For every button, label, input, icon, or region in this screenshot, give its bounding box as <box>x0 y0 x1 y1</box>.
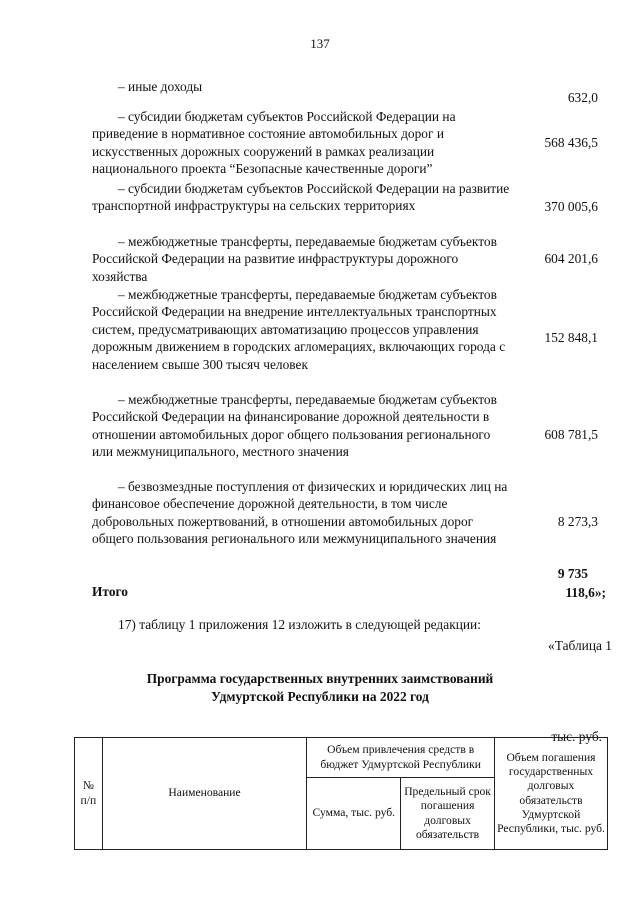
item-text: – межбюджетные трансферты, передаваемые бюджетам субъектов Российской Федерации на финансирование дорожной деятельности в отношении автомобильных дорог общего пользования регионального или межмуниципального, местного значения <box>92 392 497 460</box>
program-title-line2: Удмуртской Республики на 2022 год <box>211 689 429 704</box>
program-title-line1: Программа государственных внутренних заимствований <box>146 671 494 686</box>
amendment-paragraph: 17) таблицу 1 приложения 12 изложить в следующей редакции: <box>118 617 481 632</box>
item-row <box>92 286 598 392</box>
item-row <box>92 180 598 234</box>
total-label: Итого <box>92 584 128 599</box>
item-value: 608 781,5 <box>544 427 598 442</box>
header-repayment: Объем погашения государственных долговых обязательств Удмуртской Республики, тыс. руб. <box>494 738 607 850</box>
item-row <box>92 391 598 479</box>
item-text: – субсидии бюджетам субъектов Российской Федерации на приведение в нормативное состояние автомобильных дорог и искусственных дорожных сооружений в рамках реализации национального проекта “Безопасные качественные дороги” <box>92 109 456 177</box>
item-value: 8 273,3 <box>557 514 598 529</box>
item-row <box>92 478 598 566</box>
unit-label: тыс. руб. <box>551 729 602 744</box>
header-term: Предельный срок погашения долговых обязательств <box>401 778 495 850</box>
item-row <box>92 233 598 287</box>
item-value: 632,0 <box>567 90 598 105</box>
item-value: 604 201,6 <box>544 251 598 266</box>
item-row <box>92 108 598 180</box>
item-value: 152 848,1 <box>544 330 598 345</box>
header-name: Наименование <box>102 738 307 850</box>
page-number: 137 <box>310 36 330 51</box>
item-value: 370 005,6 <box>544 199 598 214</box>
item-row <box>92 78 598 108</box>
item-text: – иные доходы <box>118 79 203 94</box>
borrowing-program-table <box>74 737 608 850</box>
table-reference: «Таблица 1 <box>548 638 612 653</box>
total-value: 9 735 118,6»; <box>557 566 606 600</box>
header-sum: Сумма, тыс. руб. <box>307 778 401 850</box>
item-value: 568 436,5 <box>544 135 598 150</box>
item-text: – межбюджетные трансферты, передаваемые бюджетам субъектов Российской Федерации на внедрение интеллектуальных транспортных систем, предусматривающих автоматизацию процессов управления дорожным движением в городских агломерациях, включающих города с населением свыше 300 тысяч человек <box>92 287 506 372</box>
item-text: – межбюджетные трансферты, передаваемые бюджетам субъектов Российской Федерации на развитие инфраструктуры дорожного хозяйства <box>92 234 497 284</box>
header-number: № п/п <box>75 738 103 850</box>
header-attraction: Объем привлечения средств в бюджет Удмуртской Республики <box>307 738 495 778</box>
item-text: – субсидии бюджетам субъектов Российской Федерации на развитие транспортной инфраструктуры на сельских территориях <box>92 181 510 214</box>
item-text: – безвозмездные поступления от физических и юридических лиц на финансовое обеспечение дорожной деятельности, в том числе добровольных пожертвований, в отношении автомобильных дорог общего пользования регионального или межмуниципального значения <box>92 479 508 547</box>
